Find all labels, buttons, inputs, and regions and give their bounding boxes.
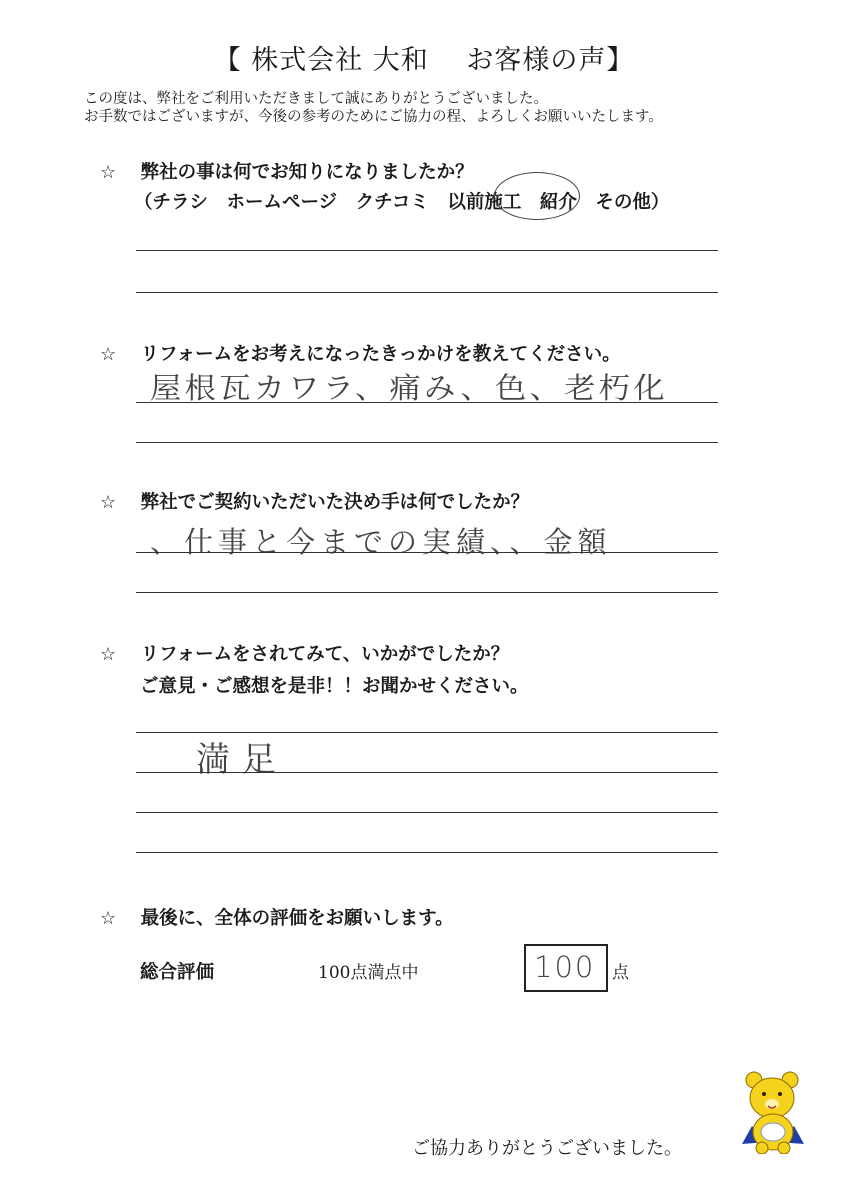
question-4 [100,640,509,666]
rating-scale: 100点満点中 [318,963,419,983]
question-1 [100,158,474,184]
answer-line [136,250,718,251]
question-4-subtext: ご意見・ご感想を是非！！お聞かせください。 [140,676,529,697]
page-title: 【 株式会社 大和 お客様の声】 [213,45,635,76]
handwritten-answer-2: 屋根瓦カワラ、痛み、色、老朽化 [150,371,668,405]
answer-line [136,292,718,293]
question-3-text: 弊社でご契約いただいた決め手は何でしたか？ [140,492,530,513]
answer-line [136,442,718,443]
answer-line [136,592,718,593]
bear-eye-left [762,1092,766,1096]
score-unit: 点 [612,963,629,983]
closing-message: ご協力ありがとうございました。 [412,1138,682,1159]
star-icon: ☆ [100,644,117,665]
question-5 [100,904,454,930]
question-5-text: 最後に、全体の評価をお願いします。 [140,908,454,929]
star-icon: ☆ [100,908,117,929]
bear-mascot-icon [738,1068,808,1154]
question-1-choices: （チラシ ホームページ クチコミ 以前施工 紹介 その他） [134,192,670,213]
bear-foot-left [756,1142,768,1154]
answer-line [136,552,718,553]
answer-line [136,772,718,773]
question-3 [100,488,529,514]
bear-head [750,1078,794,1118]
handwritten-answer-3: 、仕事と今までの実績、、金額 [150,525,612,559]
star-icon: ☆ [100,162,117,183]
bear-held-object [761,1123,785,1141]
question-1-text: 弊社の事は何でお知りになりましたか？ [140,162,474,183]
selected-choice-circle [494,172,580,220]
answer-line [136,852,718,853]
bear-foot-right [778,1142,790,1154]
star-icon: ☆ [100,492,117,513]
bear-eye-right [778,1092,782,1096]
answer-line [136,402,718,403]
question-2 [100,340,621,366]
question-4-text: リフォームをされてみて、いかがでしたか？ [140,644,510,665]
star-icon: ☆ [100,344,117,365]
rating-label: 総合評価 [140,962,215,983]
handwritten-score: 100 [534,950,596,984]
answer-line [136,812,718,813]
question-2-text: リフォームをお考えになったきっかけを教えてください。 [140,344,621,365]
intro-line-1: この度は、弊社をご利用いただきまして誠にありがとうございました。 [84,91,548,107]
intro-line-2: お手数ではございますが、今後の参考のためにご協力の程、よろしくお願いいたします。 [84,109,663,125]
handwritten-answer-4: 満足 [196,740,288,780]
